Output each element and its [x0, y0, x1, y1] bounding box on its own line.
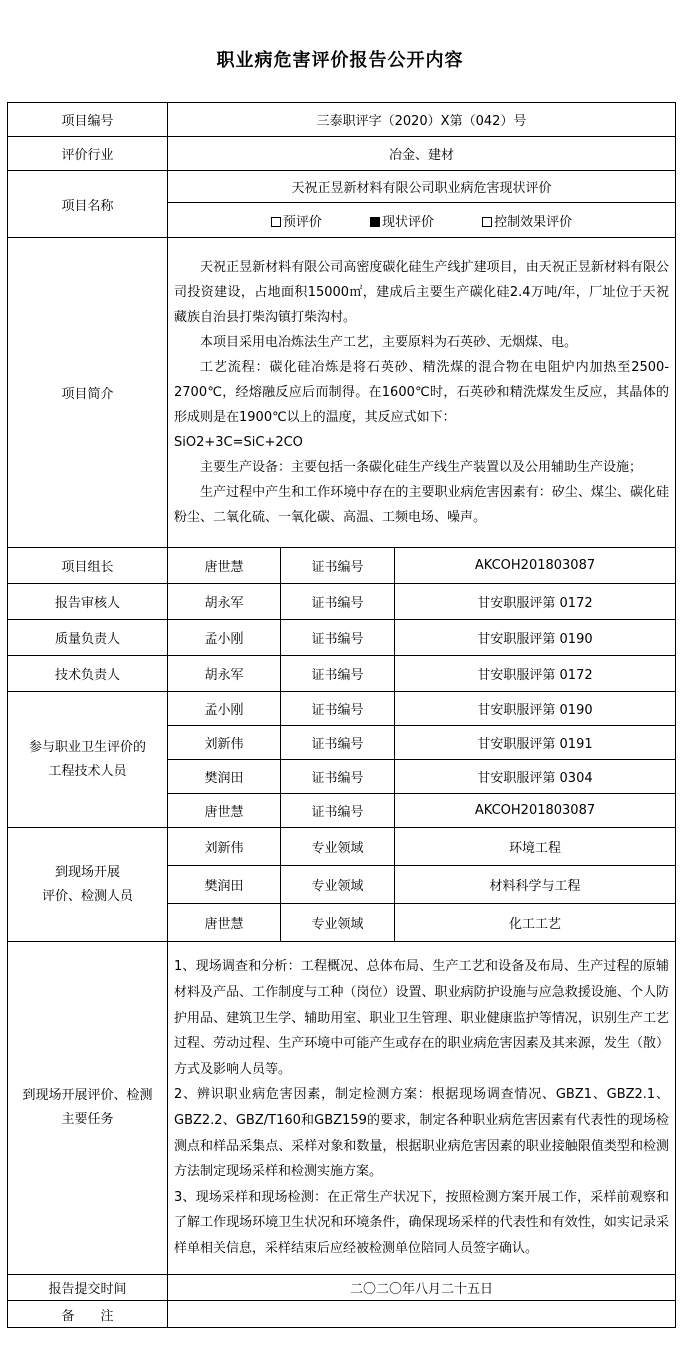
row-onsite-member — [8, 828, 676, 866]
cert-number: 甘安职服评第 0191 — [395, 726, 676, 760]
submit-time-label: 报告提交时间 — [8, 1275, 168, 1301]
row-staff — [8, 656, 676, 692]
submit-time-value: 二〇二〇年八月二十五日 — [168, 1275, 676, 1301]
tasks-content — [168, 942, 676, 1275]
row-staff — [8, 548, 676, 584]
project-name-value: 天祝正昱新材料有限公司职业病危害现状评价 — [168, 171, 676, 203]
summary-paragraph: 工艺流程：碳化硅冶炼是将石英砂、精洗煤的混合物在电阻炉内加热至2500-2700℃，经熔融反应后而制得。在1600℃时，石英砂和精洗煤发生反应，其晶体的形成则是在1900℃以上的温度，其反应式如下： — [174, 360, 670, 425]
cert-label: 证书编号 — [281, 760, 395, 794]
option-control-effect-evaluation: 控制效果评价 — [482, 211, 572, 230]
page-title: 职业病危害评价报告公开内容 — [216, 50, 464, 71]
row-summary — [8, 238, 676, 548]
participant-name: 孟小刚 — [168, 692, 281, 726]
staff-name: 孟小刚 — [168, 620, 281, 656]
participants-label: 参与职业卫生评价的 工程技术人员 — [8, 692, 168, 828]
staff-role: 技术负责人 — [8, 656, 168, 692]
checkbox-icon — [271, 217, 281, 227]
report-table — [7, 102, 676, 1328]
staff-name: 胡永军 — [168, 584, 281, 620]
cert-label: 证书编号 — [281, 548, 395, 584]
project-name-label: 项目名称 — [8, 171, 168, 238]
field-label: 专业领域 — [281, 828, 395, 866]
field-value: 化工工艺 — [395, 904, 676, 942]
evaluation-type-options — [168, 203, 676, 238]
field-label: 专业领域 — [281, 866, 395, 904]
row-participant — [8, 692, 676, 726]
row-tasks — [8, 942, 676, 1275]
industry-label: 评价行业 — [8, 137, 168, 171]
summary-label: 项目简介 — [8, 238, 168, 548]
task-item: 2、辨识职业病危害因素，制定检测方案：根据现场调查情况、GBZ1、GBZ2.1、GBZ2.2、GBZ/T160和GBZ159的要求，制定各种职业病危害因素有代表性的现场检测点和样品采集点、采样对象和数量，根据职业病危害因素的职业接触限值类型和检测方法制定现场采样和检测实施方案。 — [174, 1087, 670, 1180]
participant-name: 樊润田 — [168, 760, 281, 794]
participant-name: 刘新伟 — [168, 726, 281, 760]
staff-role: 项目组长 — [8, 548, 168, 584]
industry-value: 冶金、建材 — [168, 137, 676, 171]
cert-label: 证书编号 — [281, 726, 395, 760]
cert-label: 证书编号 — [281, 620, 395, 656]
option-status-evaluation: 现状评价 — [370, 211, 434, 230]
row-project-no — [8, 103, 676, 137]
summary-paragraph: 本项目采用电冶炼法生产工艺，主要原料为石英砂、无烟煤、电。 — [200, 335, 578, 350]
staff-role: 质量负责人 — [8, 620, 168, 656]
cert-label: 证书编号 — [281, 656, 395, 692]
checkbox-checked-icon — [370, 217, 380, 227]
summary-paragraph: 天祝正昱新材料有限公司高密度碳化硅生产线扩建项目，由天祝正昱新材料有限公司投资建设，占地面积15000㎡，建成后主要生产碳化硅2.4万吨/年，厂址位于天祝藏族自治县打柴沟镇打柴沟村。 — [174, 260, 670, 325]
onsite-member-name: 刘新伟 — [168, 828, 281, 866]
staff-role: 报告审核人 — [8, 584, 168, 620]
participant-name: 唐世慧 — [168, 794, 281, 828]
project-no-label: 项目编号 — [8, 103, 168, 137]
cert-label: 证书编号 — [281, 692, 395, 726]
row-submit-time — [8, 1275, 676, 1301]
field-value: 材料科学与工程 — [395, 866, 676, 904]
task-item: 1、现场调查和分析：工程概况、总体布局、生产工艺和设备及布局、生产过程的原辅材料及产品、工作制度与工种（岗位）设置、职业病防护设施与应急救援设施、个人防护用品、建筑卫生学、辅助用室、职业卫生管理、职业健康监护等情况，识别生产工艺过程、劳动过程、生产环境中可能产生或存在的职业病危害因素及其来源，发生（散）方式及影响人员等。 — [174, 959, 670, 1077]
field-value: 环境工程 — [395, 828, 676, 866]
cert-label: 证书编号 — [281, 584, 395, 620]
remarks-value — [168, 1301, 676, 1328]
staff-name: 唐世慧 — [168, 548, 281, 584]
row-staff — [8, 584, 676, 620]
onsite-member-name: 唐世慧 — [168, 904, 281, 942]
summary-paragraph: 生产过程中产生和工作环境中存在的主要职业病危害因素有：矽尘、煤尘、碳化硅粉尘、二氧化硫、一氧化碳、高温、工频电场、噪声。 — [174, 485, 670, 525]
remarks-label: 备 注 — [8, 1301, 168, 1328]
cert-number: AKCOH201803087 — [395, 794, 676, 828]
cert-number: 甘安职服评第 0172 — [395, 584, 676, 620]
cert-number: 甘安职服评第 0172 — [395, 656, 676, 692]
reaction-formula: SiO2+3C=SiC+2CO — [174, 435, 303, 450]
summary-content — [168, 238, 676, 548]
row-staff — [8, 620, 676, 656]
staff-name: 胡永军 — [168, 656, 281, 692]
field-label: 专业领域 — [281, 904, 395, 942]
checkbox-icon — [482, 217, 492, 227]
option-pre-evaluation: 预评价 — [271, 211, 322, 230]
row-project-name — [8, 171, 676, 203]
cert-number: 甘安职服评第 0190 — [395, 620, 676, 656]
project-no-value: 三泰职评字（2020）X第（042）号 — [168, 103, 676, 137]
tasks-label: 到现场开展评价、检测 主要任务 — [8, 942, 168, 1275]
summary-paragraph: 主要生产设备：主要包括一条碳化硅生产线生产装置以及公用辅助生产设施； — [200, 460, 643, 475]
cert-label: 证书编号 — [281, 794, 395, 828]
row-remarks — [8, 1301, 676, 1328]
cert-number: 甘安职服评第 0304 — [395, 760, 676, 794]
cert-number: 甘安职服评第 0190 — [395, 692, 676, 726]
task-item: 3、现场采样和现场检测：在正常生产状况下，按照检测方案开展工作，采样前观察和了解工作现场环境卫生状况和环境条件，确保现场采样的代表性和有效性，如实记录采样单相关信息，采样结束后应经被检测单位陪同人员签字确认。 — [174, 1189, 670, 1256]
cert-number: AKCOH201803087 — [395, 548, 676, 584]
onsite-staff-label: 到现场开展 评价、检测人员 — [8, 828, 168, 942]
row-industry — [8, 137, 676, 171]
onsite-member-name: 樊润田 — [168, 866, 281, 904]
